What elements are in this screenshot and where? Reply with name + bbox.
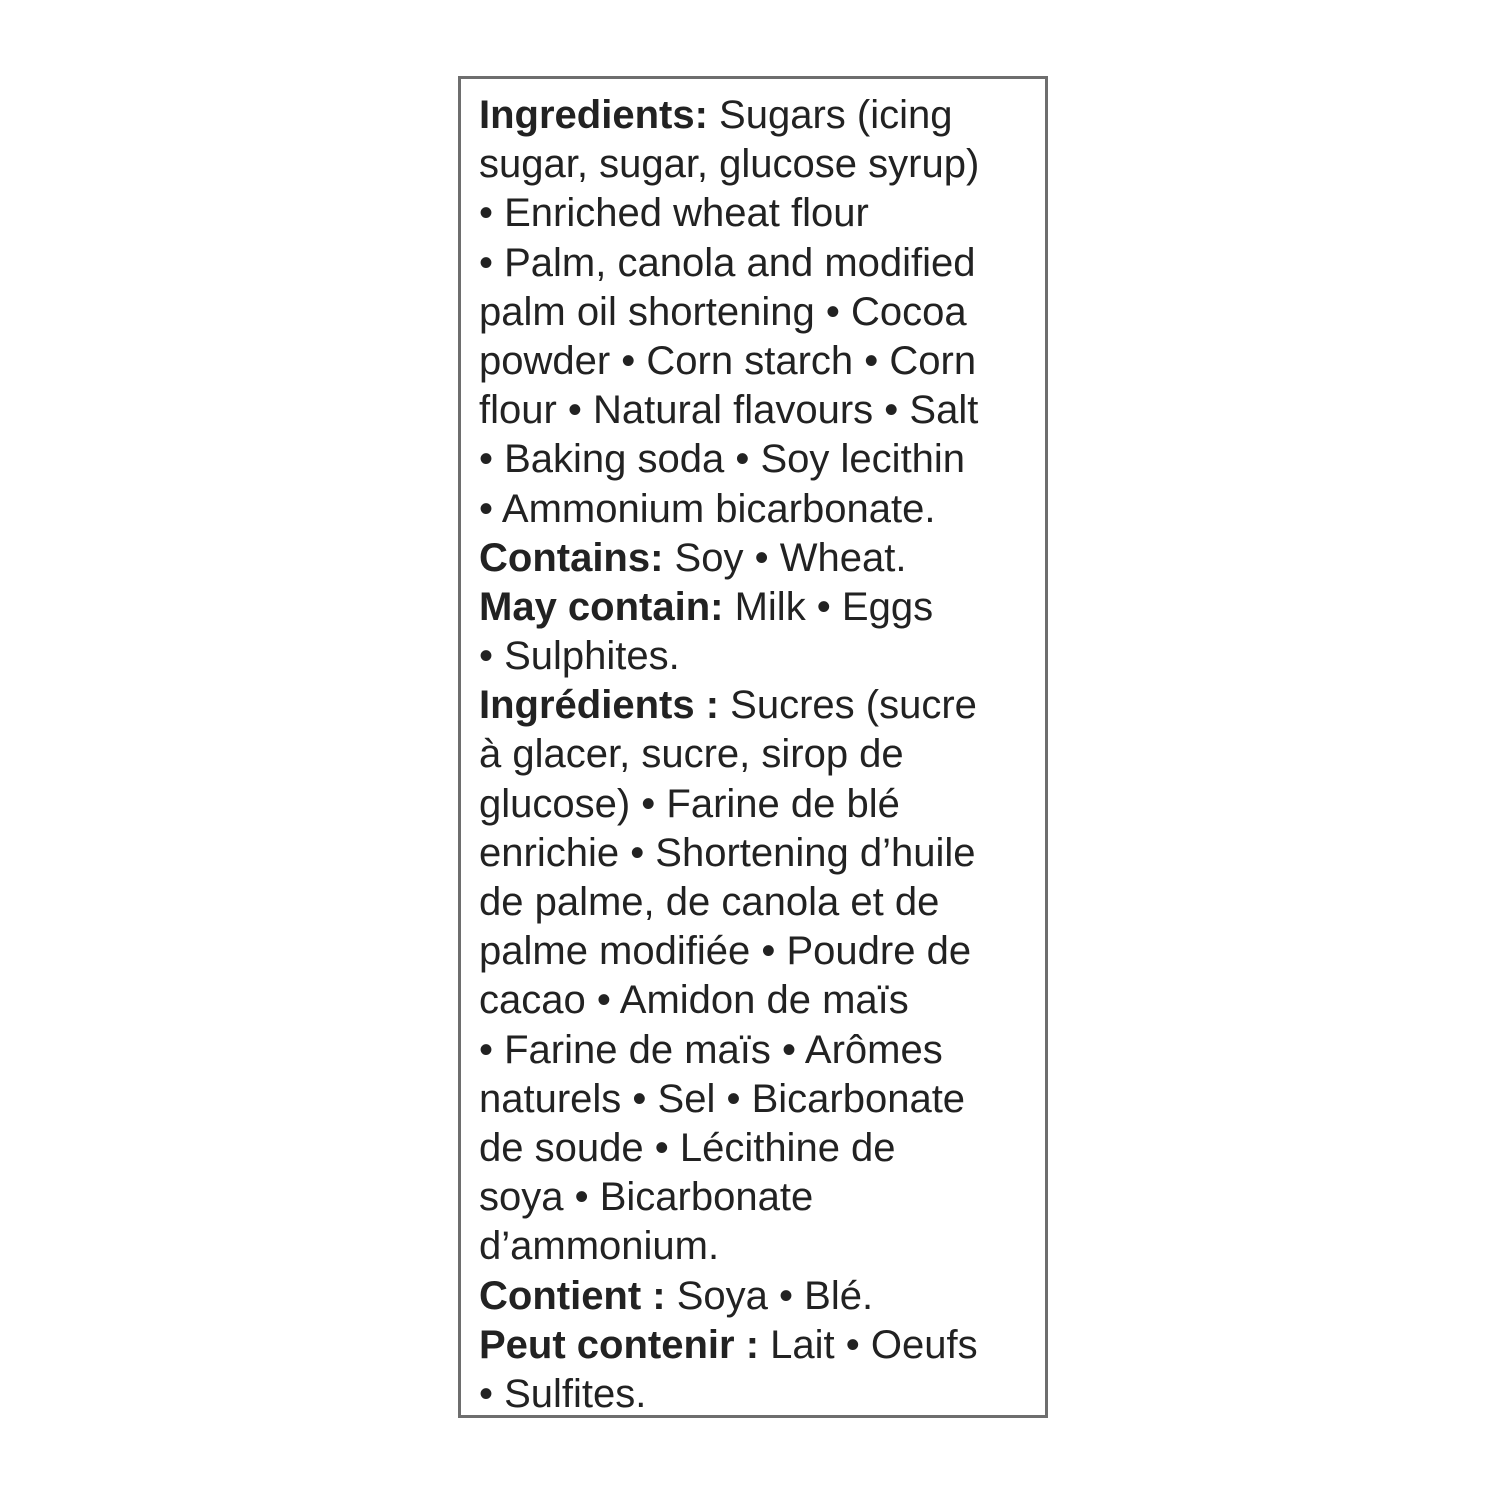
label-line xyxy=(479,386,1035,435)
line-text: enrichie • Shortening d’huile xyxy=(479,830,976,875)
label-line xyxy=(479,927,1035,976)
line-text: soya • Bicarbonate xyxy=(479,1175,814,1220)
line-text: sugar, sugar, glucose syrup) xyxy=(479,142,980,187)
line-text: de palme, de canola et de xyxy=(479,880,940,924)
line-text: • Baking soda • Soy lecithin xyxy=(479,437,966,482)
label-line xyxy=(479,829,1035,878)
label-line xyxy=(479,485,1035,534)
label-line xyxy=(479,534,1035,583)
label-line xyxy=(479,878,1035,927)
line-text: glucose) • Farine de blé xyxy=(479,781,900,826)
label-line xyxy=(479,91,1035,140)
label-line xyxy=(479,780,1035,829)
label-line xyxy=(479,681,1035,730)
line-heading: May contain: xyxy=(479,584,724,629)
line-heading: Peut contenir : xyxy=(479,1322,760,1367)
label-line xyxy=(479,140,1035,189)
line-text: • Enriched wheat flour xyxy=(479,191,869,236)
line-heading: Contains: xyxy=(479,535,664,580)
line-text: palm oil shortening • Cocoa xyxy=(479,289,967,334)
line-text: • Palm, canola and modified xyxy=(479,240,976,285)
line-text: Sucres (sucre xyxy=(719,683,977,728)
line-text: • Ammonium bicarbonate. xyxy=(479,486,936,531)
label-line xyxy=(479,1272,1035,1321)
label-line xyxy=(479,1075,1035,1124)
label-line xyxy=(479,583,1035,632)
line-text: Sugars (icing xyxy=(707,93,953,137)
label-line xyxy=(479,1370,1035,1419)
line-text: powder • Corn starch • Corn xyxy=(479,338,977,383)
line-text: • Sulphites. xyxy=(479,634,680,679)
line-text: Soya • Blé. xyxy=(665,1273,874,1318)
line-text: • Sulfites. xyxy=(479,1371,647,1416)
line-text: naturels • Sel • Bicarbonate xyxy=(479,1076,966,1121)
label-line xyxy=(479,1124,1035,1173)
line-text: d’ammonium. xyxy=(479,1224,720,1269)
label-line xyxy=(479,1026,1035,1075)
label-line xyxy=(479,288,1035,337)
label-line xyxy=(479,1222,1035,1271)
ingredients-text-block xyxy=(479,91,1035,1419)
line-text: • Farine de maïs • Arômes xyxy=(479,1027,943,1072)
label-line xyxy=(479,239,1035,288)
line-text: flour • Natural flavours • Salt xyxy=(479,388,979,433)
label-line xyxy=(479,1321,1035,1370)
line-heading: Ingrédients : xyxy=(479,683,720,728)
label-line xyxy=(479,976,1035,1025)
line-text: Lait • Oeufs xyxy=(759,1322,978,1367)
line-text: cacao • Amidon de maïs xyxy=(479,978,909,1023)
line-heading: Ingredients: xyxy=(479,93,708,137)
line-text: Milk • Eggs xyxy=(723,584,934,629)
label-line xyxy=(479,632,1035,681)
label-line xyxy=(479,1173,1035,1222)
label-line xyxy=(479,189,1035,238)
label-line xyxy=(479,435,1035,484)
line-text: Soy • Wheat. xyxy=(663,535,907,580)
label-line xyxy=(479,730,1035,779)
line-text: palme modifiée • Poudre de xyxy=(479,929,972,974)
label-line xyxy=(479,337,1035,386)
ingredients-label-panel xyxy=(458,76,1048,1418)
line-heading: Contient : xyxy=(479,1273,666,1318)
line-text: à glacer, sucre, sirop de xyxy=(479,732,904,777)
line-text: de soude • Lécithine de xyxy=(479,1125,896,1170)
